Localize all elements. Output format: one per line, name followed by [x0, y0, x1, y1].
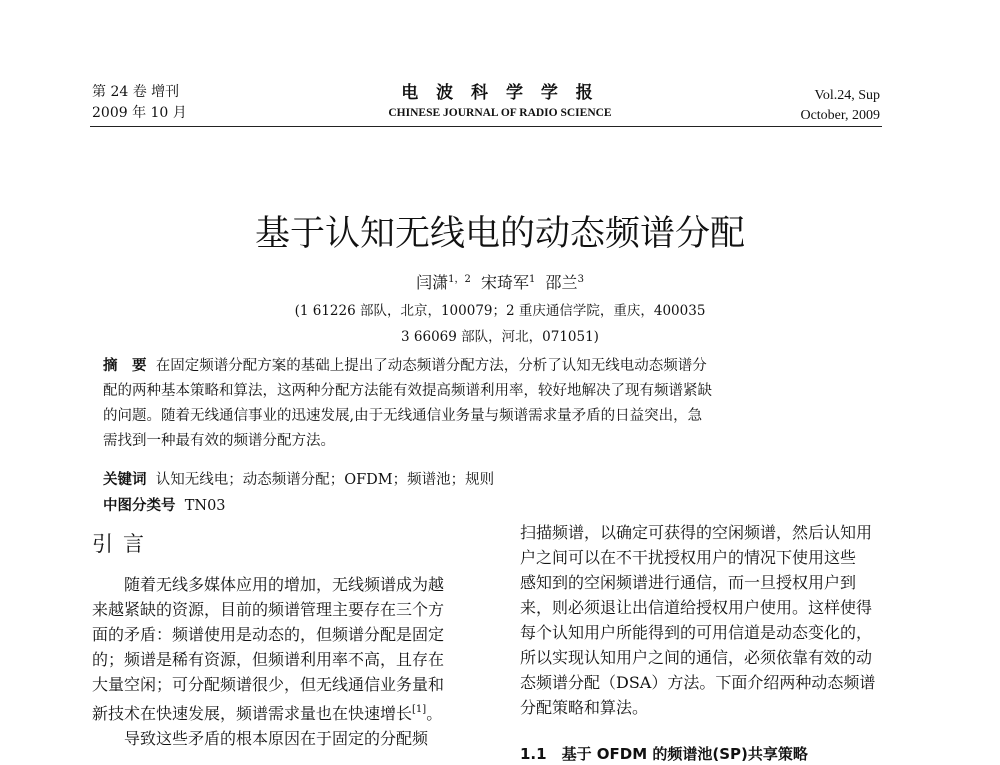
abstract-line-1: 在固定频谱分配方案的基础上提出了动态频谱分配方法，分析了认知无线电动态频谱分: [155, 358, 707, 374]
volume-en: Vol.24, Sup: [814, 88, 880, 103]
volume-cn: 第 24 卷 增刊: [92, 84, 180, 100]
right-line-2: 户之间可以在不干扰授权用户的情况下使用这些: [520, 548, 857, 567]
abstract-label: 摘 要: [103, 358, 147, 374]
classification: [103, 494, 226, 518]
date-cn: 2009 年 10 月: [92, 105, 187, 121]
keywords-text: 认知无线电；动态频谱分配；OFDM；频谱池；规则: [155, 472, 495, 488]
left-line-5: 大量空闲；可分配频谱很少，但无线通信业务量和: [92, 675, 445, 694]
classification-code: TN03: [184, 498, 226, 514]
left-line-2: 来越紧缺的资源，目前的频谱管理主要存在三个方: [92, 600, 445, 619]
author-1: 闫潇: [416, 273, 449, 292]
right-line-7: 态频谱分配（DSA）方法。下面介绍两种动态频谱: [520, 673, 876, 692]
left-column: [92, 572, 492, 751]
right-line-6: 所以实现认知用户之间的通信，必须依靠有效的动: [520, 648, 873, 667]
header-rule: [90, 126, 882, 127]
keywords-label: 关键词: [103, 472, 147, 488]
affiliation-line-2: 3 66069 部队，河北，071051): [401, 329, 599, 345]
left-line-6-end: 。: [426, 704, 443, 723]
citation-ref: [1]: [412, 704, 427, 715]
left-line-6: 新技术在快速发展，频谱需求量也在快速增长: [92, 704, 413, 723]
journal-name-en: CHINESE JOURNAL OF RADIO SCIENCE: [388, 107, 612, 119]
author-3-affil: 3: [577, 274, 584, 285]
date-en: October, 2009: [800, 108, 880, 123]
right-line-3: 感知到的空闲频谱进行通信，而一旦授权用户到: [520, 573, 857, 592]
author-1-affil: 1，2: [448, 274, 471, 285]
abstract: [103, 354, 893, 454]
header-right: [700, 86, 880, 126]
author-2-affil: 1: [529, 274, 536, 285]
header-journal: [300, 82, 700, 122]
abstract-line-2: 配的两种基本策略和算法，这两种分配方法能有效提高频谱利用率，较好地解决了现有频谱紧缺: [103, 383, 712, 399]
section-heading-intro: 引言: [92, 532, 154, 556]
journal-name-cn: 电 波 科 学 学 报: [401, 83, 599, 103]
left-line-7: 导致这些矛盾的根本原因在于固定的分配频: [92, 729, 429, 748]
abstract-line-3: 的问题。随着无线通信事业的迅速发展,由于无线通信业务量与频谱需求量矛盾的日益突出，急: [103, 408, 703, 424]
subsection-heading: 1.1 基于 OFDM 的频谱池(SP)共享策略: [520, 745, 808, 763]
keywords: [103, 468, 494, 492]
right-line-1: 扫描频谱，以确定可获得的空闲频谱，然后认知用: [520, 523, 873, 542]
classification-label: 中图分类号: [103, 498, 176, 514]
left-line-3: 面的矛盾：频谱使用是动态的，但频谱分配是固定: [92, 625, 445, 644]
left-line-4: 的；频谱是稀有资源，但频谱利用率不高，且存在: [92, 650, 445, 669]
right-line-8: 分配策略和算法。: [520, 698, 649, 717]
right-column: [520, 520, 920, 720]
abstract-line-4: 需找到一种最有效的频谱分配方法。: [103, 433, 335, 449]
right-line-4: 来，则必须退让出信道给授权用户使用。这样使得: [520, 598, 873, 617]
left-line-1: 随着无线多媒体应用的增加，无线频谱成为越: [92, 575, 445, 594]
header-left: [92, 82, 187, 124]
paper-title: 基于认知无线电的动态频谱分配: [254, 214, 745, 254]
author-3: 邵兰: [545, 273, 578, 292]
right-line-5: 每个认知用户所能得到的可用信道是动态变化的，: [520, 623, 873, 642]
author-2: 宋琦军: [480, 273, 529, 292]
affiliation-line-1: (1 61226 部队，北京，100079；2 重庆通信学院，重庆，400035: [294, 303, 706, 319]
author-list: [150, 268, 850, 295]
